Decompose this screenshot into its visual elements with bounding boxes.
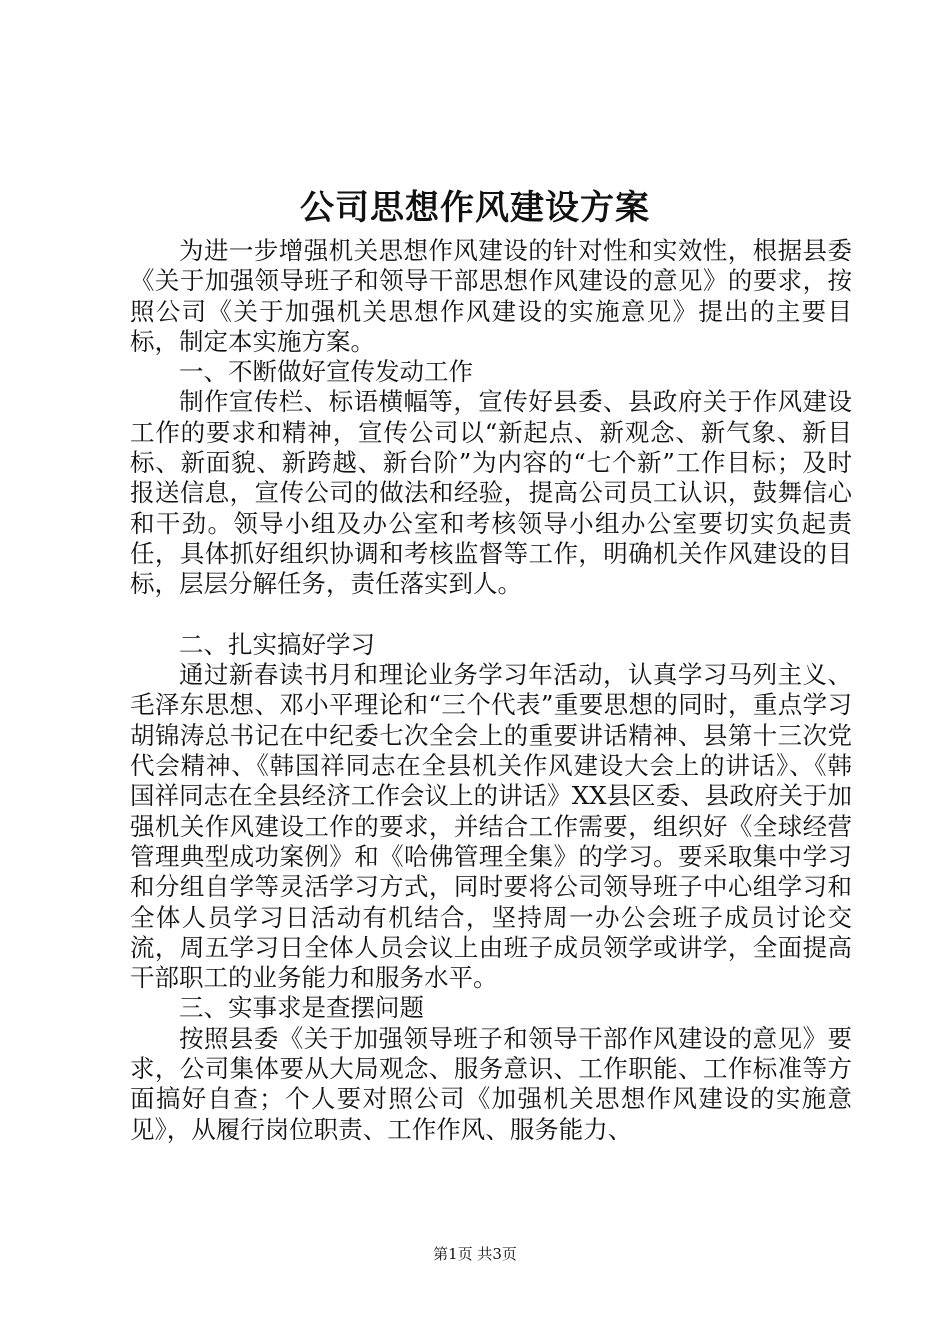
section-paragraph-2: 通过新春读书月和理论业务学习年活动，认真学习马列主义、毛泽东思想、邓小平理论和“三个代表”重要思想的同时，重点学习胡锦涛总书记在中纪委七次全会上的重要讲话精神、县第十三次党代会精神、《韩国祥同志在全县机关作风建设大会上的讲话》、《韩国祥同志在全县经济工作会议上的讲话》XX县区委、县政府关于加强机关作风建设工作的要求，并结合工作需要，组织好《全球经营管理典型成功案例》和《哈佛管理全集》的学习。要采取集中学习和分组自学等灵活学习方式，同时要将公司领导班子中心组学习和全体人员学习日活动有机结合，坚持周一办公会班子成员讨论交流，周五学习日全体人员会议上由班子成员领学或讲学，全面提高干部职工的业务能力和服务水平。 <box>130 660 852 993</box>
section-paragraph-3: 按照县委《关于加强领导班子和领导干部作风建设的意见》要求，公司集体要从大局观念、服务意识、工作职能、工作标准等方面搞好自查；个人要对照公司《加强机关思想作风建设的实施意见》，从履行岗位职责、工作作风、服务能力、 <box>130 1023 852 1144</box>
section-paragraph-1: 制作宣传栏、标语横幅等，宣传好县委、县政府关于作风建设工作的要求和精神，宣传公司以“新起点、新观念、新气象、新目标、新面貌、新跨越、新台阶”为内容的“七个新”工作目标；及时报送信息，宣传公司的做法和经验，提高公司员工认识，鼓舞信心和干劲。领导小组及办公室和考核领导小组办公室要切实负起责任，具体抓好组织协调和考核监督等工作，明确机关作风建设的目标，层层分解任务，责任落实到人。 <box>130 387 852 599</box>
intro-paragraph: 为进一步增强机关思想作风建设的针对性和实效性，根据县委《关于加强领导班子和领导干部思想作风建设的意见》的要求，按照公司《关于加强机关思想作风建设的实施意见》提出的主要目标，制定本实施方案。 <box>130 236 852 356</box>
section-heading-1: 一、不断做好宣传发动工作 <box>179 357 473 387</box>
document-body <box>130 236 852 1145</box>
section-heading-2: 二、扎实搞好学习 <box>179 629 375 659</box>
document-title: 公司思想作风建设方案 <box>300 188 650 228</box>
section-heading-3: 三、实事求是查摆问题 <box>179 993 424 1023</box>
page-footer: 第1页 共3页 <box>433 1245 517 1263</box>
